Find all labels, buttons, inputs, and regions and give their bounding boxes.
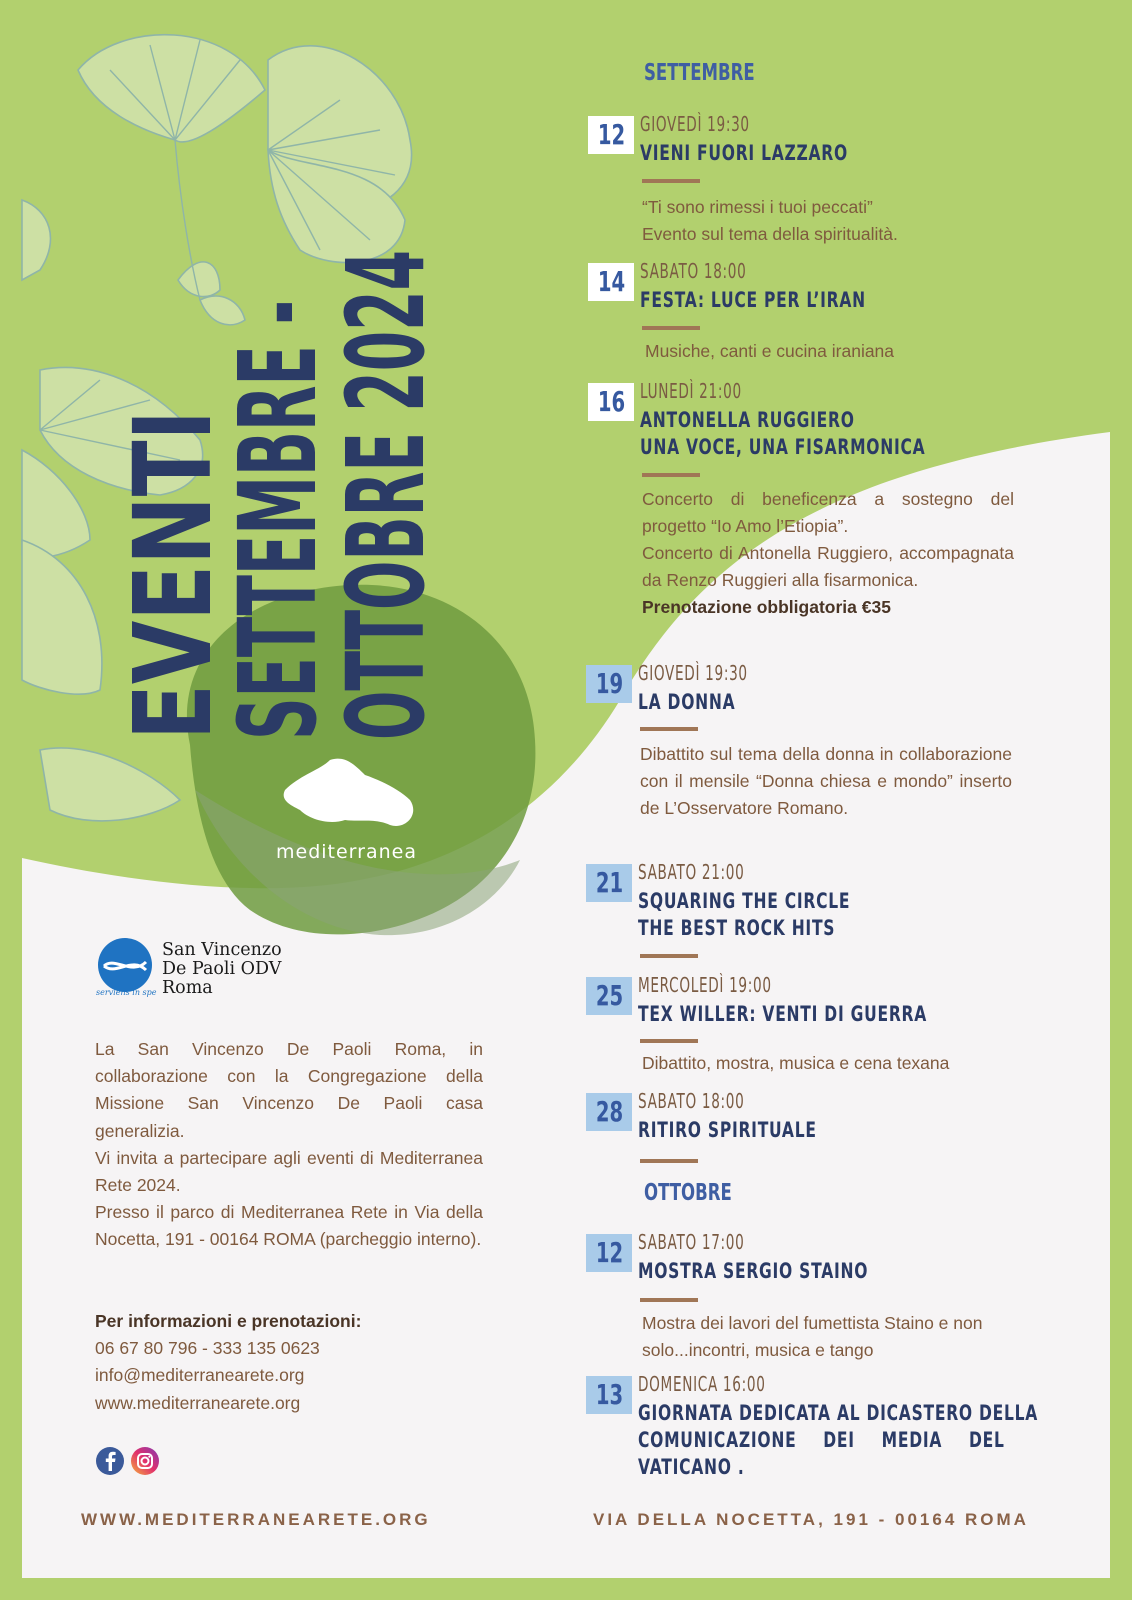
event-description: Musiche, canti e cucina iraniana bbox=[645, 341, 895, 361]
org-motto: serviens in spe bbox=[96, 988, 157, 997]
org-name bbox=[162, 941, 282, 998]
event-day-badge: 28 bbox=[586, 1093, 632, 1131]
brand-logo-text: mediterranea bbox=[276, 841, 417, 863]
intro-text bbox=[95, 1036, 483, 1254]
contact-info bbox=[95, 1308, 361, 1417]
event-date-time: SABATO 18:00 bbox=[638, 1089, 745, 1113]
event-description: Mostra dei lavori del fumettista Staino e non solo...incontri, musica e tango bbox=[642, 1313, 983, 1360]
event-divider bbox=[640, 954, 698, 958]
event-date-time: DOMENICA 16:00 bbox=[638, 1372, 766, 1396]
event-divider bbox=[640, 1159, 698, 1163]
event-date-time: GIOVEDÌ 19:30 bbox=[638, 661, 748, 685]
month-heading-october: OTTOBRE bbox=[644, 1180, 732, 1206]
event-booking-note: Prenotazione obbligatoria €35 bbox=[642, 597, 891, 617]
event-day-badge: 12 bbox=[588, 116, 634, 154]
event-title: LA DONNA bbox=[638, 690, 736, 714]
event-title: GIORNATA DEDICATA AL DICASTERO DELLA COMUNICAZIONE DEI MEDIA DEL VATICANO . bbox=[638, 1401, 1039, 1479]
month-heading-september: SETTEMBRE bbox=[644, 60, 755, 86]
event-divider bbox=[642, 179, 700, 183]
intro-paragraph-2: Vi invita a partecipare agli eventi di Mediterranea Rete 2024. bbox=[95, 1147, 483, 1196]
event-day-badge: 25 bbox=[586, 977, 632, 1015]
footer-website[interactable]: WWW.MEDITERRANEARETE.ORG bbox=[81, 1510, 431, 1529]
event-day-badge: 12 bbox=[586, 1234, 632, 1272]
org-name-line1: San Vincenzo bbox=[162, 940, 282, 960]
title-eventi: EVENTI bbox=[109, 441, 236, 740]
event-title: MOSTRA SERGIO STAINO bbox=[638, 1259, 869, 1283]
footer-address: VIA DELLA NOCETTA, 191 - 00164 ROMA bbox=[593, 1510, 1029, 1529]
event-divider bbox=[640, 1039, 698, 1043]
event-date-time: SABATO 21:00 bbox=[638, 860, 745, 884]
event-day-badge: 21 bbox=[586, 864, 632, 902]
event-day-badge: 13 bbox=[586, 1376, 632, 1414]
contact-email[interactable]: info@mediterranearete.org bbox=[95, 1365, 305, 1386]
title-settembre: SETTEMBRE - bbox=[214, 188, 341, 740]
facebook-icon[interactable] bbox=[95, 1446, 125, 1476]
event-date-time: SABATO 17:00 bbox=[638, 1230, 745, 1254]
event-date-time: SABATO 18:00 bbox=[640, 259, 747, 283]
event-description: “Ti sono rimessi i tuoi peccati” Evento sul tema della spiritualità. bbox=[642, 197, 898, 244]
event-title: VIENI FUORI LAZZARO bbox=[640, 141, 848, 165]
event-day-badge: 16 bbox=[588, 383, 634, 421]
event-description: Concerto di beneficenza a sostegno del progetto “Io Amo l’Etiopia”. Concerto di Antonella Ruggiero, accompagnata da Renzo Ruggieri alla fisarmonica. Prenotazione obbligatoria €35 bbox=[642, 489, 1014, 617]
org-name-line3: Roma bbox=[162, 978, 213, 998]
event-divider bbox=[642, 326, 700, 330]
event-date-time: MERCOLEDÌ 19:00 bbox=[638, 973, 772, 997]
event-title: SQUARING THE CIRCLE THE BEST ROCK HITS bbox=[638, 889, 851, 940]
intro-paragraph-3: Presso il parco di Mediterranea Rete in Via della Nocetta, 191 - 00164 ROMA (parcheggio interno). bbox=[95, 1202, 483, 1250]
title-ottobre: OTTOBRE 2024 bbox=[322, 115, 449, 740]
event-divider bbox=[640, 727, 698, 731]
contact-website[interactable]: www.mediterranearete.org bbox=[95, 1392, 301, 1413]
contact-label: Per informazioni e prenotazioni: bbox=[95, 1311, 362, 1331]
event-description: Dibattito sul tema della donna in collaborazione con il mensile “Donna chiesa e mondo” inserto de L’Osservatore Romano. bbox=[640, 744, 1012, 818]
contact-phones[interactable]: 06 67 80 796 - 333 135 0623 bbox=[95, 1338, 320, 1359]
event-description: Dibattito, mostra, musica e cena texana bbox=[642, 1053, 950, 1073]
instagram-icon[interactable] bbox=[130, 1446, 160, 1476]
event-title: RITIRO SPIRITUALE bbox=[638, 1118, 817, 1142]
event-day-badge: 19 bbox=[586, 665, 632, 703]
event-divider bbox=[640, 1298, 698, 1302]
intro-paragraph-1: La San Vincenzo De Paoli Roma, in collaborazione con la Congregazione della Missione San Vincenzo De Paoli casa generalizia. bbox=[95, 1039, 483, 1141]
event-title: TEX WILLER: VENTI DI GUERRA bbox=[638, 1002, 928, 1026]
event-day-badge: 14 bbox=[588, 263, 634, 301]
event-date-time: GIOVEDÌ 19:30 bbox=[640, 112, 750, 136]
event-date-time: LUNEDÌ 21:00 bbox=[640, 379, 742, 403]
event-title: FESTA: LUCE PER L’IRAN bbox=[640, 288, 866, 312]
event-divider bbox=[642, 473, 700, 477]
event-title: ANTONELLA RUGGIERO UNA VOCE, UNA FISARMONICA bbox=[640, 408, 926, 459]
org-name-line2: De Paoli ODV bbox=[162, 959, 282, 979]
